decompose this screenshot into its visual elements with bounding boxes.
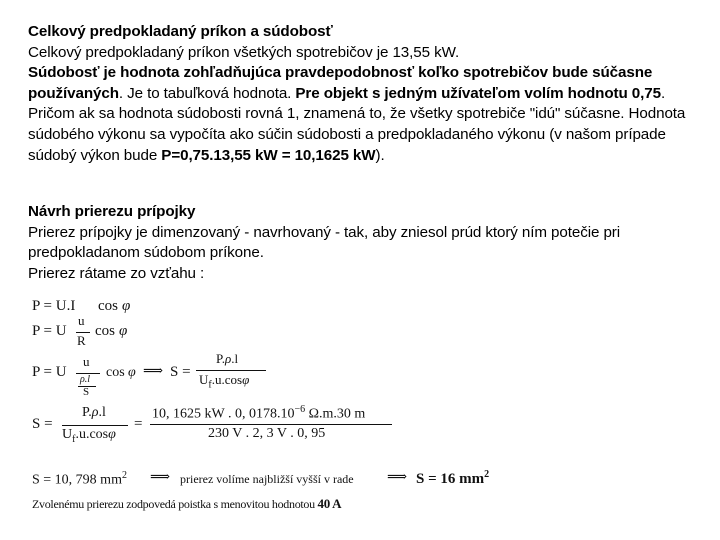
- eq-computed-area: S = 10, 798 $mm^2$: [32, 470, 127, 488]
- eq-lhs: P = U.I: [32, 298, 76, 314]
- fuse-statement: Zvolenému prierezu zodpovedá poistka s menovitou hodnotou 40 A: [32, 496, 342, 511]
- eq-lhs: S =: [32, 416, 53, 432]
- simultaneity-paragraph: [28, 63, 713, 166]
- chosen-value-statement: Pre objekt s jedným užívateľom volím hodnotu 0,75: [295, 84, 661, 102]
- eq-var: φ: [122, 298, 131, 314]
- eq-s-equals: S =: [170, 364, 191, 380]
- chosen-cross-section: S = 16 $mm^2$: [416, 469, 490, 487]
- total-power-line: Celkový predpokladaný príkon všetkých spotrebičov je 13,55 kW.: [28, 43, 460, 61]
- eq-denominator: R: [77, 333, 86, 348]
- implies-arrow: ⟹: [150, 470, 171, 485]
- eq-lhs: P = U: [32, 323, 67, 339]
- eq-var: φ: [119, 323, 128, 339]
- eq-func: cos: [95, 323, 115, 339]
- fraction-bar: [150, 424, 392, 425]
- formula-intro: Prierez rátame zo vzťahu :: [28, 264, 205, 282]
- eq-numerator: u: [78, 313, 85, 328]
- simultaneity-definition: Súdobosť je hodnota zohľadňujúca pravdepodobnosť koľko spotrebičov bude súčasne používaných: [28, 64, 653, 102]
- eq-denominator: $U_f.u.\cos\varphi$: [62, 427, 116, 445]
- paragraph-text: . Pričom ak sa hodnota súdobosti rovná 1, znamená to, že všetky spotrebiče "idú" súčasne. Hodnota súdobého výkonu sa vypočíta ako súčin súdobosti a predpokladaného výkonu (v našom prípade súdobý výkon bude: [28, 84, 686, 164]
- section-power-simultaneity: [28, 22, 713, 166]
- section-heading: Celkový predpokladaný príkon a súdobosť: [28, 23, 333, 40]
- eq-numerator: u: [83, 354, 90, 369]
- eq-numerator: P.ρ.l: [82, 405, 106, 420]
- eq-rhs-numerator: P.ρ.l: [216, 351, 239, 366]
- eq-equals: =: [134, 416, 143, 432]
- eq-numeric-denominator: 230 V . 2, 3 V . 0, 95: [208, 426, 326, 441]
- eq-numeric-numerator: 10, 1625 kW . 0, $0178.10^{-6}$ Ω.m.30 m: [152, 404, 366, 422]
- fraction-bar: [196, 370, 266, 371]
- paragraph-text: . Je to tabuľková hodnota.: [118, 84, 296, 102]
- eq-inner-denominator: S: [83, 386, 90, 398]
- section-heading: Návrh prierezu prípojky: [28, 203, 196, 220]
- fraction-bar: [62, 425, 128, 426]
- eq-var: φ: [128, 365, 136, 380]
- eq-func: cos: [106, 365, 125, 380]
- section-cross-section: [28, 202, 713, 284]
- selection-note: prierez volíme najbližší vyšší v rade: [180, 472, 354, 486]
- eq-lhs: P = U: [32, 364, 67, 380]
- eq-inner-numerator: ρ.l: [80, 374, 91, 385]
- fuse-rating: 40 A: [317, 496, 342, 511]
- paragraph-text: ).: [375, 146, 385, 164]
- eq-rhs-denominator: $U_f.u.\cos\varphi$: [199, 372, 250, 391]
- eq-func: cos: [98, 298, 118, 314]
- implies-arrow: ⟹: [387, 470, 408, 485]
- simultaneous-power-result: P=0,75.13,55 kW = 10,1625 kW: [161, 146, 376, 164]
- cross-section-description: Prierez prípojky je dimenzovaný - navrhovaný - tak, aby zniesol prúd ktorý ním potečie pri predpokladanom súdobom príkone.: [28, 223, 621, 262]
- implies-arrow: ⟹: [143, 364, 164, 379]
